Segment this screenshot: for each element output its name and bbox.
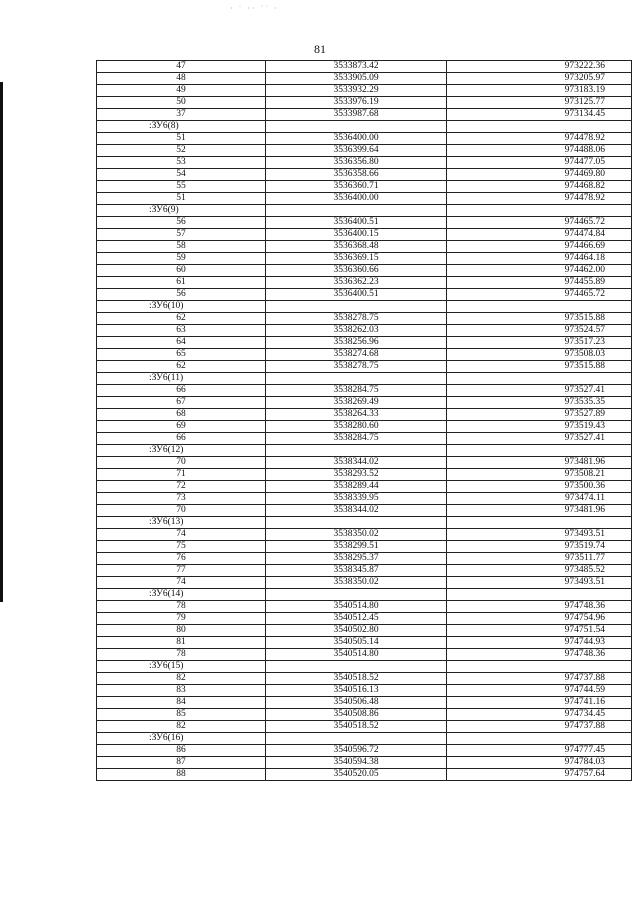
x-coordinate-cell: 3536400.51: [266, 289, 447, 301]
x-coordinate-cell: 3533873.42: [266, 61, 447, 73]
y-coordinate-cell: 973493.51: [447, 529, 632, 541]
y-coordinate-cell: 974737.88: [447, 721, 632, 733]
point-number-cell: 81: [97, 637, 266, 649]
empty-cell: [266, 661, 447, 673]
table-row: [97, 457, 632, 469]
x-coordinate-cell: 3536400.00: [266, 133, 447, 145]
table-row: [97, 745, 632, 757]
x-coordinate-cell: 3533976.19: [266, 97, 447, 109]
section-row: [97, 121, 632, 133]
point-number-cell: 69: [97, 421, 266, 433]
table-row: [97, 145, 632, 157]
x-coordinate-cell: 3536400.00: [266, 193, 447, 205]
table-row: [97, 709, 632, 721]
y-coordinate-cell: 973508.21: [447, 469, 632, 481]
table-row: [97, 289, 632, 301]
page-number: 81: [314, 42, 326, 56]
point-number-cell: 86: [97, 745, 266, 757]
x-coordinate-cell: 3538274.68: [266, 349, 447, 361]
table-row: [97, 241, 632, 253]
section-row: [97, 205, 632, 217]
y-coordinate-cell: 974751.54: [447, 625, 632, 637]
point-number-cell: 74: [97, 529, 266, 541]
point-number-cell: 56: [97, 289, 266, 301]
point-number-cell: 85: [97, 709, 266, 721]
y-coordinate-cell: 973508.03: [447, 349, 632, 361]
table-row: [97, 673, 632, 685]
x-coordinate-cell: 3538344.02: [266, 457, 447, 469]
point-number-cell: 63: [97, 325, 266, 337]
x-coordinate-cell: 3536399.64: [266, 145, 447, 157]
table-row: [97, 97, 632, 109]
point-number-cell: 77: [97, 565, 266, 577]
table-row: [97, 565, 632, 577]
point-number-cell: 67: [97, 397, 266, 409]
point-number-cell: 61: [97, 277, 266, 289]
empty-cell: [266, 205, 447, 217]
point-number-cell: 79: [97, 613, 266, 625]
empty-cell: [266, 373, 447, 385]
x-coordinate-cell: 3538350.02: [266, 577, 447, 589]
y-coordinate-cell: 974455.89: [447, 277, 632, 289]
point-number-cell: 72: [97, 481, 266, 493]
x-coordinate-cell: 3540518.52: [266, 721, 447, 733]
table-row: [97, 157, 632, 169]
x-coordinate-cell: 3533905.09: [266, 73, 447, 85]
x-coordinate-cell: 3536360.71: [266, 181, 447, 193]
x-coordinate-cell: 3540520.05: [266, 769, 447, 781]
table-row: [97, 277, 632, 289]
x-coordinate-cell: 3540594.38: [266, 757, 447, 769]
table-row: [97, 313, 632, 325]
x-coordinate-cell: 3540514.80: [266, 601, 447, 613]
table-row: [97, 577, 632, 589]
table-row: [97, 397, 632, 409]
x-coordinate-cell: 3536362.23: [266, 277, 447, 289]
y-coordinate-cell: 974777.45: [447, 745, 632, 757]
point-number-cell: 71: [97, 469, 266, 481]
point-number-cell: 37: [97, 109, 266, 121]
scan-edge-bar: [0, 82, 3, 602]
y-coordinate-cell: 973511.77: [447, 553, 632, 565]
section-row: [97, 589, 632, 601]
point-number-cell: 70: [97, 505, 266, 517]
y-coordinate-cell: 974462.00: [447, 265, 632, 277]
x-coordinate-cell: 3538293.52: [266, 469, 447, 481]
table-row: [97, 697, 632, 709]
point-number-cell: 64: [97, 337, 266, 349]
x-coordinate-cell: 3536400.51: [266, 217, 447, 229]
x-coordinate-cell: 3536360.66: [266, 265, 447, 277]
y-coordinate-cell: 974468.82: [447, 181, 632, 193]
empty-cell: [447, 733, 632, 745]
y-coordinate-cell: 974737.88: [447, 673, 632, 685]
section-label: :ЗУ6(8): [97, 121, 266, 133]
empty-cell: [266, 445, 447, 457]
table-row: [97, 685, 632, 697]
x-coordinate-cell: 3538280.60: [266, 421, 447, 433]
point-number-cell: 52: [97, 145, 266, 157]
x-coordinate-cell: 3540596.72: [266, 745, 447, 757]
point-number-cell: 47: [97, 61, 266, 73]
table-row: [97, 553, 632, 565]
x-coordinate-cell: 3536358.66: [266, 169, 447, 181]
section-label: :ЗУ6(12): [97, 445, 266, 457]
point-number-cell: 73: [97, 493, 266, 505]
point-number-cell: 54: [97, 169, 266, 181]
y-coordinate-cell: 974784.03: [447, 757, 632, 769]
point-number-cell: 53: [97, 157, 266, 169]
x-coordinate-cell: 3536356.80: [266, 157, 447, 169]
x-coordinate-cell: 3540506.48: [266, 697, 447, 709]
section-label: :ЗУ6(10): [97, 301, 266, 313]
table-row: [97, 625, 632, 637]
y-coordinate-cell: 973524.57: [447, 325, 632, 337]
y-coordinate-cell: 973517.23: [447, 337, 632, 349]
x-coordinate-cell: 3538350.02: [266, 529, 447, 541]
section-label: :ЗУ6(13): [97, 517, 266, 529]
section-row: [97, 517, 632, 529]
table-row: [97, 385, 632, 397]
table-row: [97, 85, 632, 97]
y-coordinate-cell: 973481.96: [447, 457, 632, 469]
table-row: [97, 73, 632, 85]
y-coordinate-cell: 974465.72: [447, 289, 632, 301]
x-coordinate-cell: 3538284.75: [266, 433, 447, 445]
point-number-cell: 80: [97, 625, 266, 637]
table-row: [97, 505, 632, 517]
y-coordinate-cell: 973205.97: [447, 73, 632, 85]
section-row: [97, 373, 632, 385]
y-coordinate-cell: 974748.36: [447, 649, 632, 661]
point-number-cell: 60: [97, 265, 266, 277]
x-coordinate-cell: 3538264.33: [266, 409, 447, 421]
point-number-cell: 87: [97, 757, 266, 769]
table-row: [97, 229, 632, 241]
point-number-cell: 82: [97, 721, 266, 733]
x-coordinate-cell: 3538284.75: [266, 385, 447, 397]
table-row: [97, 421, 632, 433]
point-number-cell: 88: [97, 769, 266, 781]
point-number-cell: 76: [97, 553, 266, 565]
table-row: [97, 253, 632, 265]
x-coordinate-cell: 3538289.44: [266, 481, 447, 493]
empty-cell: [266, 517, 447, 529]
table-row: [97, 193, 632, 205]
table-row: [97, 61, 632, 73]
section-row: [97, 445, 632, 457]
y-coordinate-cell: 974744.59: [447, 685, 632, 697]
y-coordinate-cell: 973515.88: [447, 313, 632, 325]
x-coordinate-cell: 3540508.86: [266, 709, 447, 721]
y-coordinate-cell: 974478.92: [447, 133, 632, 145]
point-number-cell: 58: [97, 241, 266, 253]
empty-cell: [266, 733, 447, 745]
x-coordinate-cell: 3538295.37: [266, 553, 447, 565]
table-row: [97, 721, 632, 733]
point-number-cell: 62: [97, 313, 266, 325]
y-coordinate-cell: 973519.43: [447, 421, 632, 433]
y-coordinate-cell: 973474.11: [447, 493, 632, 505]
empty-cell: [447, 373, 632, 385]
y-coordinate-cell: 974464.18: [447, 253, 632, 265]
table-row: [97, 493, 632, 505]
x-coordinate-cell: 3538256.96: [266, 337, 447, 349]
table-row: [97, 541, 632, 553]
table-row: [97, 649, 632, 661]
x-coordinate-cell: 3533987.68: [266, 109, 447, 121]
section-label: :ЗУ6(16): [97, 733, 266, 745]
y-coordinate-cell: 974488.06: [447, 145, 632, 157]
y-coordinate-cell: 974466.69: [447, 241, 632, 253]
point-number-cell: 78: [97, 601, 266, 613]
table-row: [97, 349, 632, 361]
point-number-cell: 56: [97, 217, 266, 229]
table-row: [97, 337, 632, 349]
y-coordinate-cell: 973519.74: [447, 541, 632, 553]
y-coordinate-cell: 973500.36: [447, 481, 632, 493]
table-row: [97, 757, 632, 769]
table-row: [97, 769, 632, 781]
table-row: [97, 637, 632, 649]
y-coordinate-cell: 974465.72: [447, 217, 632, 229]
table-row: [97, 481, 632, 493]
coordinates-table: [96, 60, 632, 781]
table-row: [97, 433, 632, 445]
table-row: [97, 217, 632, 229]
empty-cell: [447, 517, 632, 529]
x-coordinate-cell: 3533932.29: [266, 85, 447, 97]
x-coordinate-cell: 3538344.02: [266, 505, 447, 517]
point-number-cell: 59: [97, 253, 266, 265]
y-coordinate-cell: 974754.96: [447, 613, 632, 625]
section-label: :ЗУ6(11): [97, 373, 266, 385]
point-number-cell: 55: [97, 181, 266, 193]
y-coordinate-cell: 974734.45: [447, 709, 632, 721]
point-number-cell: 84: [97, 697, 266, 709]
point-number-cell: 66: [97, 385, 266, 397]
y-coordinate-cell: 974744.93: [447, 637, 632, 649]
point-number-cell: 48: [97, 73, 266, 85]
y-coordinate-cell: 974469.80: [447, 169, 632, 181]
x-coordinate-cell: 3540516.13: [266, 685, 447, 697]
y-coordinate-cell: 973125.77: [447, 97, 632, 109]
table-row: [97, 265, 632, 277]
point-number-cell: 75: [97, 541, 266, 553]
section-row: [97, 661, 632, 673]
coordinates-table-body: [97, 61, 632, 781]
point-number-cell: 51: [97, 193, 266, 205]
point-number-cell: 51: [97, 133, 266, 145]
y-coordinate-cell: 973535.35: [447, 397, 632, 409]
table-row: [97, 109, 632, 121]
section-label: :ЗУ6(15): [97, 661, 266, 673]
x-coordinate-cell: 3540505.14: [266, 637, 447, 649]
point-number-cell: 78: [97, 649, 266, 661]
y-coordinate-cell: 974478.92: [447, 193, 632, 205]
scan-noise: · ˙ ·· ˙˙ ·: [230, 4, 279, 13]
point-number-cell: 66: [97, 433, 266, 445]
empty-cell: [447, 445, 632, 457]
y-coordinate-cell: 973134.45: [447, 109, 632, 121]
point-number-cell: 57: [97, 229, 266, 241]
x-coordinate-cell: 3538345.87: [266, 565, 447, 577]
x-coordinate-cell: 3536368.48: [266, 241, 447, 253]
empty-cell: [266, 121, 447, 133]
y-coordinate-cell: 974477.05: [447, 157, 632, 169]
table-row: [97, 601, 632, 613]
y-coordinate-cell: 973527.89: [447, 409, 632, 421]
table-row: [97, 169, 632, 181]
y-coordinate-cell: 973527.41: [447, 385, 632, 397]
table-row: [97, 325, 632, 337]
x-coordinate-cell: 3538269.49: [266, 397, 447, 409]
table-row: [97, 181, 632, 193]
empty-cell: [447, 301, 632, 313]
section-row: [97, 301, 632, 313]
empty-cell: [447, 121, 632, 133]
y-coordinate-cell: 973493.51: [447, 577, 632, 589]
y-coordinate-cell: 973515.88: [447, 361, 632, 373]
x-coordinate-cell: 3540512.45: [266, 613, 447, 625]
point-number-cell: 50: [97, 97, 266, 109]
point-number-cell: 82: [97, 673, 266, 685]
empty-cell: [447, 205, 632, 217]
y-coordinate-cell: 973527.41: [447, 433, 632, 445]
table-row: [97, 133, 632, 145]
table-row: [97, 613, 632, 625]
x-coordinate-cell: 3540514.80: [266, 649, 447, 661]
empty-cell: [447, 661, 632, 673]
x-coordinate-cell: 3540518.52: [266, 673, 447, 685]
point-number-cell: 70: [97, 457, 266, 469]
section-label: :ЗУ6(14): [97, 589, 266, 601]
y-coordinate-cell: 974474.84: [447, 229, 632, 241]
table-row: [97, 469, 632, 481]
section-label: :ЗУ6(9): [97, 205, 266, 217]
section-row: [97, 733, 632, 745]
point-number-cell: 62: [97, 361, 266, 373]
empty-cell: [266, 301, 447, 313]
x-coordinate-cell: 3536400.15: [266, 229, 447, 241]
x-coordinate-cell: 3538339.95: [266, 493, 447, 505]
y-coordinate-cell: 973485.52: [447, 565, 632, 577]
point-number-cell: 65: [97, 349, 266, 361]
point-number-cell: 68: [97, 409, 266, 421]
x-coordinate-cell: 3538278.75: [266, 361, 447, 373]
y-coordinate-cell: 973222.36: [447, 61, 632, 73]
point-number-cell: 49: [97, 85, 266, 97]
y-coordinate-cell: 973481.96: [447, 505, 632, 517]
point-number-cell: 83: [97, 685, 266, 697]
table-row: [97, 529, 632, 541]
y-coordinate-cell: 974748.36: [447, 601, 632, 613]
table-row: [97, 409, 632, 421]
y-coordinate-cell: 974741.16: [447, 697, 632, 709]
y-coordinate-cell: 973183.19: [447, 85, 632, 97]
x-coordinate-cell: 3536369.15: [266, 253, 447, 265]
empty-cell: [266, 589, 447, 601]
y-coordinate-cell: 974757.64: [447, 769, 632, 781]
x-coordinate-cell: 3538278.75: [266, 313, 447, 325]
table-row: [97, 361, 632, 373]
empty-cell: [447, 589, 632, 601]
x-coordinate-cell: 3538262.03: [266, 325, 447, 337]
x-coordinate-cell: 3540502.80: [266, 625, 447, 637]
x-coordinate-cell: 3538299.51: [266, 541, 447, 553]
point-number-cell: 74: [97, 577, 266, 589]
